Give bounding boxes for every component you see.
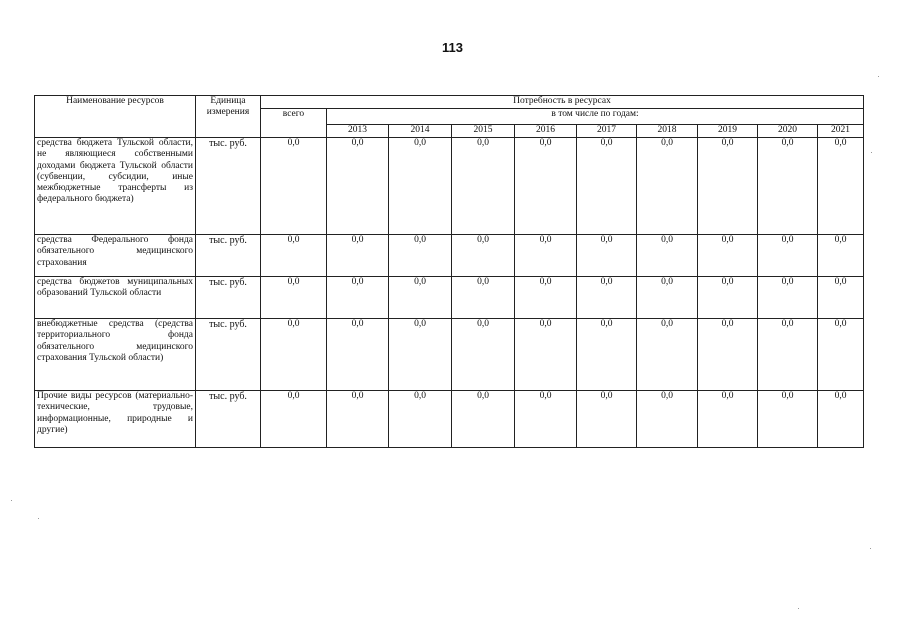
value-cell: 0,0 xyxy=(758,235,818,277)
table-row xyxy=(35,391,864,448)
value-cell: 0,0 xyxy=(758,391,818,448)
value-cell: 0,0 xyxy=(327,319,389,391)
value-cell: 0,0 xyxy=(261,319,327,391)
value-cell: 0,0 xyxy=(327,391,389,448)
year-header: 2018 xyxy=(637,125,698,138)
value-cell: 0,0 xyxy=(452,391,515,448)
unit-cell: тыс. руб. xyxy=(196,277,261,319)
value-cell: 0,0 xyxy=(261,277,327,319)
value-cell: 0,0 xyxy=(515,319,577,391)
value-cell: 0,0 xyxy=(637,319,698,391)
value-cell: 0,0 xyxy=(698,319,758,391)
value-cell: 0,0 xyxy=(577,138,637,235)
scan-speck xyxy=(871,152,872,153)
year-header: 2014 xyxy=(389,125,452,138)
value-cell: 0,0 xyxy=(818,277,864,319)
year-header: 2016 xyxy=(515,125,577,138)
value-cell: 0,0 xyxy=(452,235,515,277)
unit-cell: тыс. руб. xyxy=(196,138,261,235)
value-cell: 0,0 xyxy=(327,277,389,319)
value-cell: 0,0 xyxy=(758,277,818,319)
col-need-header: Потребность в ресурсах xyxy=(261,96,864,109)
scan-speck xyxy=(38,518,39,519)
value-cell: 0,0 xyxy=(515,391,577,448)
col-total-header: всего xyxy=(261,109,327,138)
resource-needs-table xyxy=(34,95,864,448)
value-cell: 0,0 xyxy=(577,391,637,448)
value-cell: 0,0 xyxy=(758,319,818,391)
value-cell: 0,0 xyxy=(637,277,698,319)
resource-name: Прочие виды ресурсов (материально-технические, трудовые, информационные, природные и другие) xyxy=(35,391,196,448)
table-row xyxy=(35,235,864,277)
value-cell: 0,0 xyxy=(452,319,515,391)
value-cell: 0,0 xyxy=(637,235,698,277)
value-cell: 0,0 xyxy=(818,138,864,235)
table-row xyxy=(35,277,864,319)
year-header: 2017 xyxy=(577,125,637,138)
scan-speck xyxy=(878,76,879,77)
value-cell: 0,0 xyxy=(452,277,515,319)
value-cell: 0,0 xyxy=(515,235,577,277)
value-cell: 0,0 xyxy=(327,235,389,277)
value-cell: 0,0 xyxy=(637,138,698,235)
value-cell: 0,0 xyxy=(758,138,818,235)
value-cell: 0,0 xyxy=(389,277,452,319)
scan-speck xyxy=(11,500,12,501)
page-number: 113 xyxy=(442,40,463,55)
value-cell: 0,0 xyxy=(389,138,452,235)
year-header: 2013 xyxy=(327,125,389,138)
value-cell: 0,0 xyxy=(698,391,758,448)
value-cell: 0,0 xyxy=(698,235,758,277)
value-cell: 0,0 xyxy=(261,138,327,235)
value-cell: 0,0 xyxy=(515,277,577,319)
unit-cell: тыс. руб. xyxy=(196,235,261,277)
value-cell: 0,0 xyxy=(818,391,864,448)
resource-name: средства Федерального фонда обязательного медицинского страхования xyxy=(35,235,196,277)
value-cell: 0,0 xyxy=(577,319,637,391)
table-row xyxy=(35,319,864,391)
value-cell: 0,0 xyxy=(637,391,698,448)
value-cell: 0,0 xyxy=(698,277,758,319)
col-name-header: Наименование ресурсов xyxy=(35,96,196,138)
col-by-years-header: в том числе по годам: xyxy=(327,109,864,125)
unit-cell: тыс. руб. xyxy=(196,319,261,391)
value-cell: 0,0 xyxy=(577,235,637,277)
value-cell: 0,0 xyxy=(389,235,452,277)
col-unit-header: Единица измерения xyxy=(196,96,261,138)
value-cell: 0,0 xyxy=(698,138,758,235)
value-cell: 0,0 xyxy=(327,138,389,235)
value-cell: 0,0 xyxy=(261,391,327,448)
unit-cell: тыс. руб. xyxy=(196,391,261,448)
year-header: 2019 xyxy=(698,125,758,138)
value-cell: 0,0 xyxy=(261,235,327,277)
value-cell: 0,0 xyxy=(515,138,577,235)
year-header: 2015 xyxy=(452,125,515,138)
value-cell: 0,0 xyxy=(577,277,637,319)
scan-speck xyxy=(798,608,799,609)
value-cell: 0,0 xyxy=(389,391,452,448)
year-header: 2021 xyxy=(818,125,864,138)
value-cell: 0,0 xyxy=(389,319,452,391)
table-row xyxy=(35,138,864,235)
resource-name: средства бюджетов муниципальных образований Тульской области xyxy=(35,277,196,319)
year-header: 2020 xyxy=(758,125,818,138)
value-cell: 0,0 xyxy=(818,235,864,277)
resource-name: средства бюджета Тульской области, не являющиеся собственными доходами бюджета Тульской области (субвенции, субсидии, иные межбюджетные трансферты из федерального бюджета) xyxy=(35,138,196,235)
scan-speck xyxy=(870,548,871,549)
resource-name: внебюджетные средства (средства территориального фонда обязательного медицинского страхования Тульской области) xyxy=(35,319,196,391)
value-cell: 0,0 xyxy=(818,319,864,391)
value-cell: 0,0 xyxy=(452,138,515,235)
